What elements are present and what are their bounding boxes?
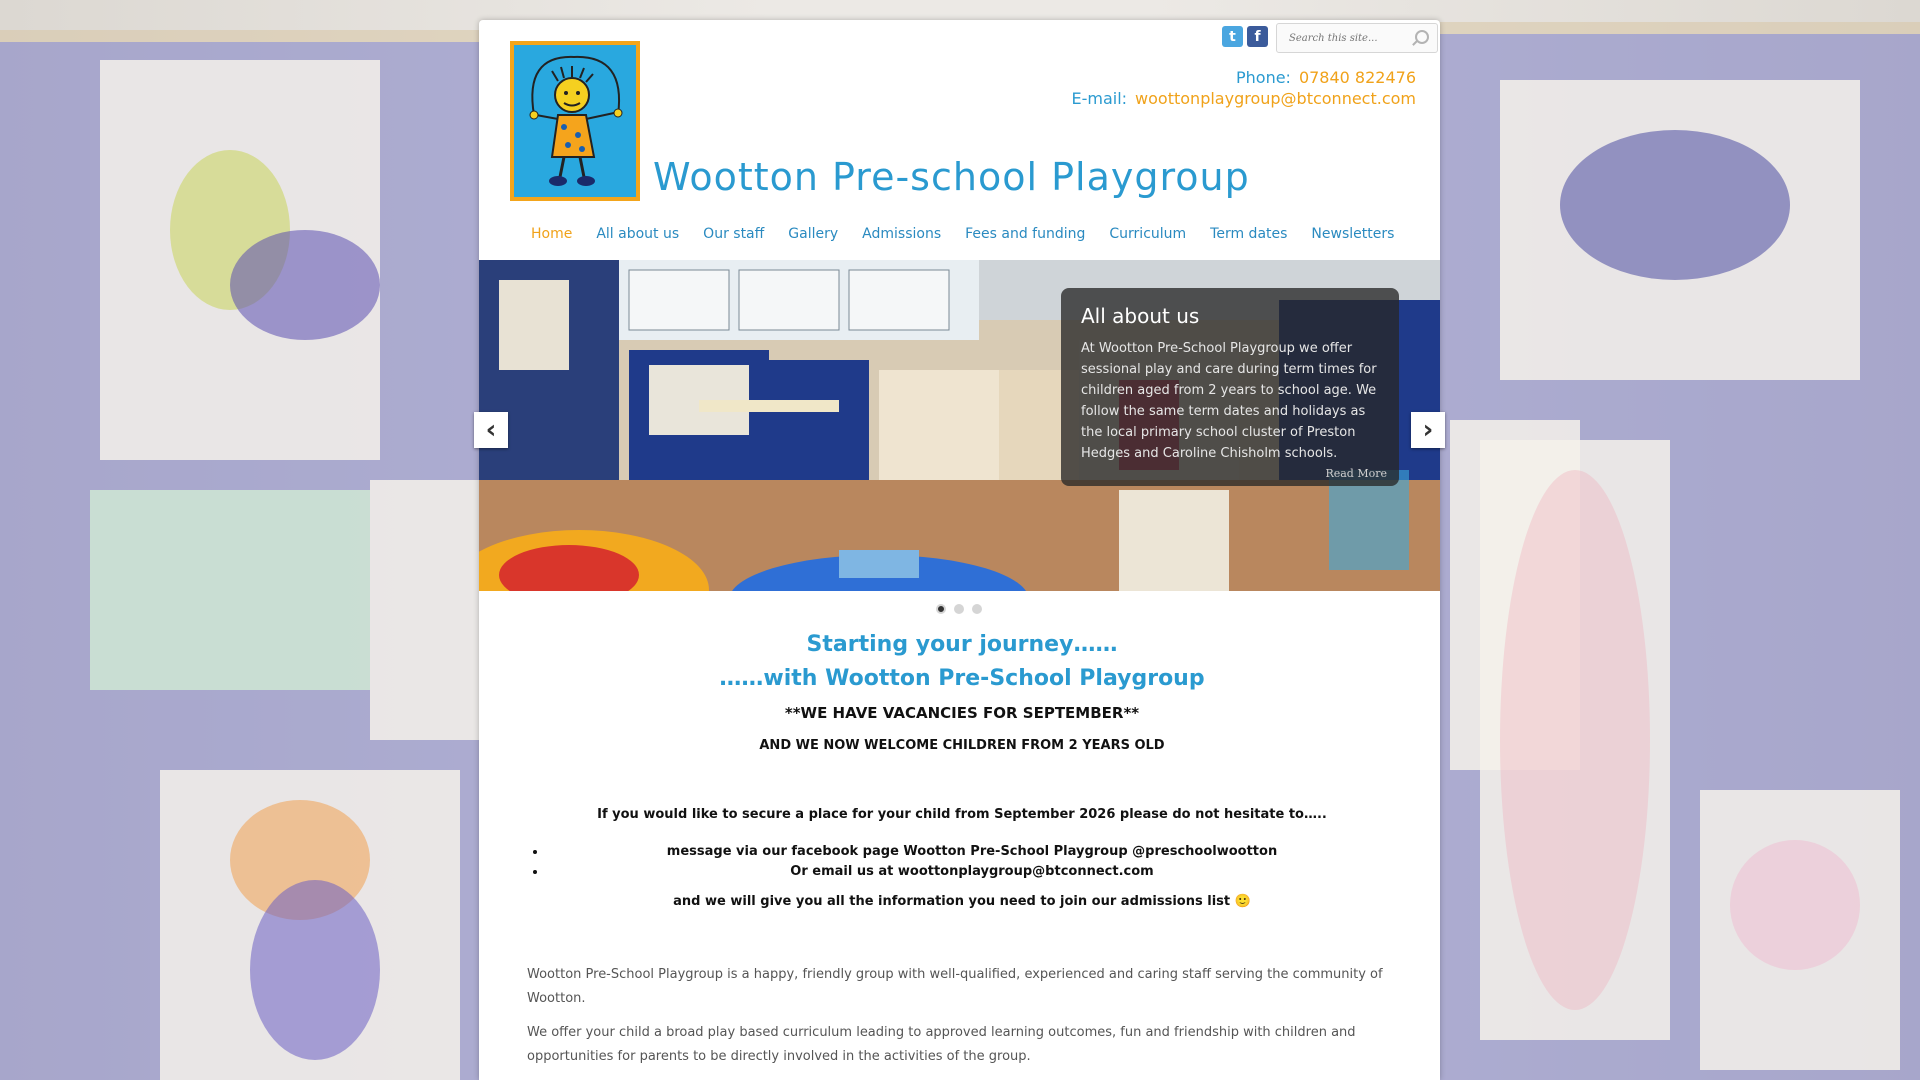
nav-item-term-dates[interactable]: Term dates bbox=[1210, 226, 1288, 242]
list-item: • message via our facebook page Wootton Pre-School Playgroup @preschoolwootton bbox=[547, 842, 1397, 862]
chevron-right-icon: › bbox=[1422, 415, 1434, 445]
nav-item-curriculum[interactable]: Curriculum bbox=[1109, 226, 1187, 242]
page-container bbox=[479, 20, 1440, 1080]
nav-item-our-staff[interactable]: Our staff bbox=[703, 226, 765, 242]
main-nav bbox=[531, 226, 1394, 242]
slide-caption bbox=[1061, 288, 1399, 486]
search-box bbox=[1276, 23, 1438, 53]
list-item: • Or email us at woottonplaygroup@btconnect.com bbox=[547, 862, 1397, 882]
search-icon[interactable] bbox=[1415, 30, 1429, 44]
email-line bbox=[1071, 88, 1416, 109]
contact-info bbox=[1071, 67, 1416, 109]
slider-pagination bbox=[936, 604, 982, 614]
chevron-left-icon: ‹ bbox=[485, 415, 497, 445]
main-content bbox=[527, 628, 1397, 1069]
slider-next-button[interactable] bbox=[1411, 412, 1445, 448]
slider-dot-1[interactable] bbox=[936, 604, 946, 614]
child-skipping-illustration bbox=[514, 45, 636, 197]
slider-prev-button[interactable] bbox=[474, 412, 508, 448]
intro-paragraph-2: We offer your child a broad play based curriculum leading to approved learning outcomes, fun and friendship with children and opportunities for parents to be directly involved in the activities of the group. bbox=[527, 1025, 1356, 1064]
phone-line bbox=[1071, 67, 1416, 88]
intro-paragraph-1: Wootton Pre-School Playgroup is a happy, friendly group with well-qualified, experienced and caring staff serving the community of Wootton. bbox=[527, 967, 1383, 1006]
social-links bbox=[1222, 26, 1268, 47]
hero-slider bbox=[479, 260, 1440, 591]
caption-text: At Wootton Pre-School Playgroup we offer sessional play and care during term times for children aged from 2 years to school age. We follow the same term dates and holidays as the local primary school cluster of Preston Hedges and Caroline Chisholm schools. bbox=[1081, 341, 1377, 461]
nav-item-all-about-us[interactable]: All about us bbox=[596, 226, 680, 242]
read-more-link[interactable]: Read More bbox=[1325, 467, 1387, 480]
phone-number[interactable]: 07840 822476 bbox=[1298, 68, 1416, 87]
site-logo[interactable] bbox=[510, 41, 640, 201]
nav-item-home[interactable]: Home bbox=[531, 226, 573, 242]
twitter-icon[interactable]: t bbox=[1222, 26, 1243, 47]
secure-place-text: If you would like to secure a place for your child from September 2026 please do not hesitate to….. bbox=[597, 807, 1327, 822]
heading-with-wootton: ……with Wootton Pre-School Playgroup bbox=[719, 666, 1205, 691]
nav-item-gallery[interactable]: Gallery bbox=[788, 226, 839, 242]
vacancies-notice: **WE HAVE VACANCIES FOR SEPTEMBER** bbox=[784, 704, 1140, 722]
nav-item-fees-and-funding[interactable]: Fees and funding bbox=[965, 226, 1086, 242]
facebook-icon[interactable]: f bbox=[1247, 26, 1268, 47]
heading-starting-journey: Starting your journey…… bbox=[806, 632, 1118, 657]
nav-item-newsletters[interactable]: Newsletters bbox=[1311, 226, 1395, 242]
site-title[interactable]: Wootton Pre-school Playgroup bbox=[653, 155, 1250, 199]
phone-label: Phone: bbox=[1235, 68, 1291, 87]
slider-dot-2[interactable] bbox=[954, 604, 964, 614]
search-input[interactable] bbox=[1287, 32, 1419, 45]
slider-dot-3[interactable] bbox=[972, 604, 982, 614]
nav-item-admissions[interactable]: Admissions bbox=[862, 226, 942, 242]
caption-title: All about us bbox=[1081, 304, 1200, 328]
email-link[interactable]: woottonplaygroup@btconnect.com bbox=[1135, 89, 1416, 108]
email-label: E-mail: bbox=[1071, 89, 1128, 108]
info-text: and we will give you all the information you need to join our admissions list 🙂 bbox=[673, 894, 1251, 909]
contact-options-list bbox=[527, 842, 1397, 882]
welcome-notice: AND WE NOW WELCOME CHILDREN FROM 2 YEARS OLD bbox=[759, 738, 1165, 753]
